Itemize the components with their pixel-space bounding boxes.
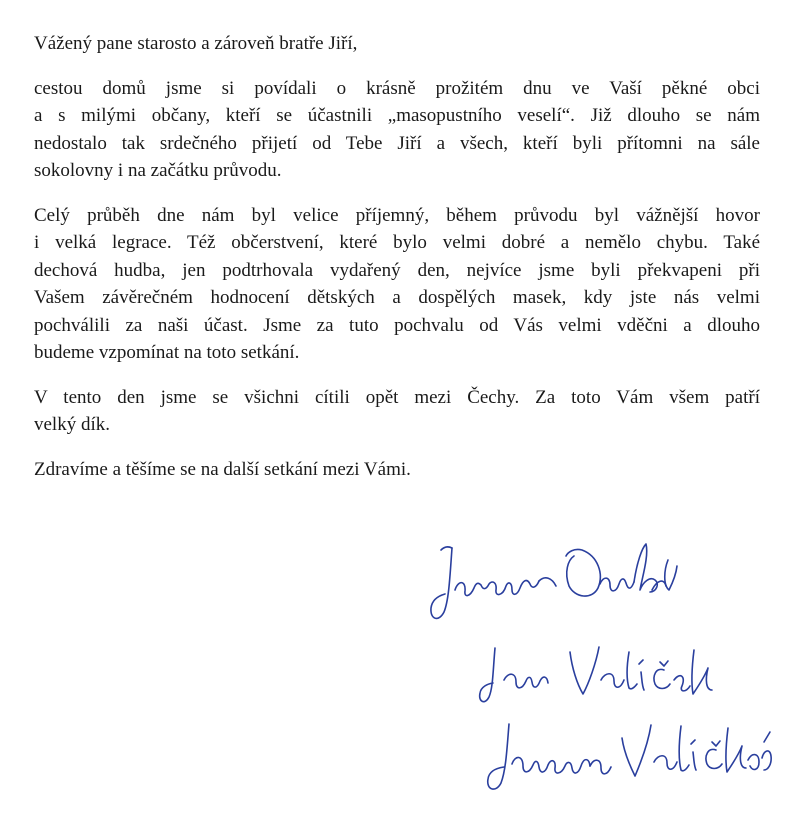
paragraph-line: Celý průběh dne nám byl velice příjemný, během průvodu byl vážnější hovor — [34, 204, 760, 226]
signature-jaroslava-valickova — [488, 724, 771, 789]
paragraph-line: V tento den jsme se všichni cítili opět mezi Čechy. Za toto Vám všem patří — [34, 386, 760, 408]
paragraph-line: cestou domů jsme si povídali o krásně prožitém dnu ve Vaší pěkné obci — [34, 77, 760, 99]
signature-jaroslav-doubek — [431, 544, 677, 618]
letter-greeting: Vážený pane starosto a zároveň bratře Jiří, — [34, 33, 358, 54]
letter-closing: Zdravíme a těšíme se na další setkání mezi Vámi. — [34, 458, 411, 480]
paragraph-line: budeme vzpomínat na toto setkání. — [34, 342, 300, 363]
paragraph-line: a s milými občany, kteří se účastnili „masopustního veselí“. Již dlouho se nám — [34, 105, 760, 126]
paragraph-line: dechová hudba, jen podtrhovala vydařený den, nejvíce jsme byli překvapeni při — [34, 259, 760, 281]
paragraph-line: pochválili za naši účast. Jsme za tuto pochvalu od Vás velmi vděčni a dlouho — [34, 314, 760, 336]
signature-jan-valicek — [480, 647, 712, 702]
paragraph-line: nedostalo tak srdečného přijetí od Tebe Jiří a všech, kteří byli přítomni na sále — [34, 132, 760, 154]
paragraph-2 — [34, 202, 760, 367]
paragraph-1 — [34, 75, 760, 185]
paragraph-line: sokolovny i na začátku průvodu. — [34, 160, 282, 181]
paragraph-3 — [34, 384, 760, 439]
letter-body — [34, 30, 760, 483]
paragraph-line: Vašem závěrečném hodnocení dětských a dospělých masek, kdy jste nás velmi — [34, 287, 760, 308]
paragraph-line: velký dík. — [34, 414, 110, 435]
paragraph-line: i velká legrace. Též občerstvení, které bylo velmi dobré a nemělo chybu. Také — [34, 232, 760, 253]
